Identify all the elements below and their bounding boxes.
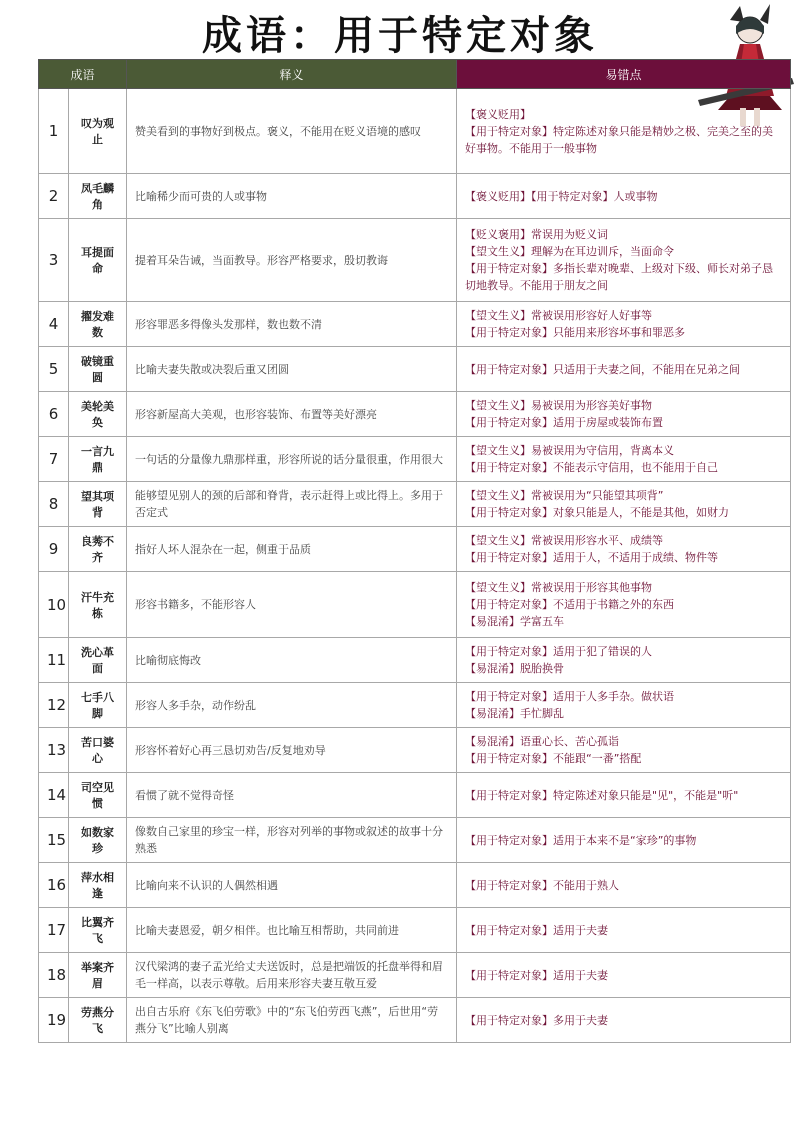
pitfall-line: 【用于特定对象】多用于夫妻: [465, 1013, 609, 1027]
row-number: 8: [39, 482, 69, 527]
idiom-cell: 如数家珍: [69, 818, 127, 863]
meaning-cell: 形容罪恶多得像头发那样，数也数不清: [127, 302, 457, 347]
table-row: [39, 953, 791, 998]
idiom-cell: 萍水相逢: [69, 863, 127, 908]
idiom-cell: 擢发难数: [69, 302, 127, 347]
header-pitfall: 易错点: [457, 60, 791, 89]
pitfall-line: 【用于特定对象】不适用于书籍之外的东西: [465, 598, 675, 611]
pitfall-cell: [457, 728, 791, 773]
row-number: 6: [39, 392, 69, 437]
row-number: 12: [39, 683, 69, 728]
table-row: [39, 89, 791, 174]
meaning-cell: 比喻彻底悔改: [127, 638, 457, 683]
pitfall-cell: [457, 89, 791, 174]
table-header-row: [39, 60, 791, 89]
table-row: [39, 998, 791, 1043]
row-number: 14: [39, 773, 69, 818]
pitfall-line: 【望文生义】易被误用为守信用，背离本义: [465, 444, 675, 457]
table-row: [39, 818, 791, 863]
table-row: [39, 638, 791, 683]
table-row: [39, 527, 791, 572]
meaning-cell: 汉代梁鸿的妻子孟光给丈夫送饭时，总是把端饭的托盘举得和眉毛一样高，以表示尊敬。后用来形容夫妻互敬互爱: [127, 953, 457, 998]
pitfall-line: 【用于特定对象】不能跟“一番”搭配: [465, 752, 642, 765]
pitfall-line: 【望文生义】常被误用形容水平、成绩等: [465, 534, 664, 547]
row-number: 17: [39, 908, 69, 953]
pitfall-line: 【用于特定对象】不能用于熟人: [465, 878, 620, 892]
pitfall-line: 【用于特定对象】适用于人多手杂。做状语: [465, 690, 675, 703]
meaning-cell: 比喻夫妻失散或决裂后重又团圆: [127, 347, 457, 392]
pitfall-cell: [457, 527, 791, 572]
meaning-cell: 指好人坏人混杂在一起，侧重于品质: [127, 527, 457, 572]
meaning-cell: 形容书籍多，不能形容人: [127, 572, 457, 638]
pitfall-line: 【用于特定对象】只能用来形容坏事和罪恶多: [465, 326, 686, 339]
meaning-cell: 形容新屋高大美观，也形容装饰、布置等美好漂亮: [127, 392, 457, 437]
pitfall-line: 【用于特定对象】适用于本来不是“家珍”的事物: [465, 833, 697, 847]
meaning-cell: 看惯了就不觉得奇怪: [127, 773, 457, 818]
table-row: [39, 908, 791, 953]
meaning-cell: 像数自己家里的珍宝一样，形容对列举的事物或叙述的故事十分熟悉: [127, 818, 457, 863]
pitfall-cell: [457, 347, 791, 392]
pitfall-cell: [457, 482, 791, 527]
table-row: [39, 482, 791, 527]
row-number: 3: [39, 219, 69, 302]
pitfall-line: 【用于特定对象】适用于犯了错误的人: [465, 645, 653, 658]
meaning-cell: 形容怀着好心再三恳切劝告/反复地劝导: [127, 728, 457, 773]
idiom-cell: 凤毛麟角: [69, 174, 127, 219]
row-number: 10: [39, 572, 69, 638]
row-number: 11: [39, 638, 69, 683]
table-row: [39, 347, 791, 392]
meaning-cell: 赞美看到的事物好到极点。褒义，不能用在贬义语境的感叹: [127, 89, 457, 174]
idiom-cell: 破镜重圆: [69, 347, 127, 392]
row-number: 2: [39, 174, 69, 219]
pitfall-line: 【望文生义】理解为在耳边训斥，当面命令: [465, 245, 675, 258]
row-number: 4: [39, 302, 69, 347]
header-meaning: 释义: [127, 60, 457, 89]
pitfall-line: 【易混淆】脱胎换骨: [465, 662, 565, 675]
row-number: 13: [39, 728, 69, 773]
meaning-cell: 比喻夫妻恩爱，朝夕相伴。也比喻互相帮助，共同前进: [127, 908, 457, 953]
row-number: 15: [39, 818, 69, 863]
row-number: 9: [39, 527, 69, 572]
pitfall-line: 【易混淆】学富五车: [465, 615, 565, 628]
pitfall-line: 【望文生义】易被误用为形容美好事物: [465, 399, 653, 412]
meaning-cell: 能够望见别人的颈的后部和脊背，表示赶得上或比得上。多用于否定式: [127, 482, 457, 527]
idiom-cell: 叹为观止: [69, 89, 127, 174]
meaning-cell: 比喻稀少而可贵的人或事物: [127, 174, 457, 219]
pitfall-line: 【易混淆】语重心长、苦心孤诣: [465, 735, 620, 748]
idiom-cell: 举案齐眉: [69, 953, 127, 998]
idiom-cell: 望其项背: [69, 482, 127, 527]
idiom-cell: 汗牛充栋: [69, 572, 127, 638]
row-number: 18: [39, 953, 69, 998]
meaning-cell: 一句话的分量像九鼎那样重，形容所说的话分量很重，作用很大: [127, 437, 457, 482]
table-row: [39, 302, 791, 347]
pitfall-cell: [457, 638, 791, 683]
pitfall-cell: [457, 683, 791, 728]
idiom-cell: 劳燕分飞: [69, 998, 127, 1043]
pitfall-cell: [457, 908, 791, 953]
meaning-cell: 形容人多手杂，动作纷乱: [127, 683, 457, 728]
idiom-cell: 一言九鼎: [69, 437, 127, 482]
idiom-cell: 司空见惯: [69, 773, 127, 818]
pitfall-cell: [457, 773, 791, 818]
meaning-cell: 出自古乐府《东飞伯劳歌》中的“东飞伯劳西飞燕”，后世用“劳燕分飞”比喻人别离: [127, 998, 457, 1043]
pitfall-line: 【褒义贬用】: [465, 107, 532, 121]
idiom-cell: 七手八脚: [69, 683, 127, 728]
idiom-cell: 苦口婆心: [69, 728, 127, 773]
row-number: 7: [39, 437, 69, 482]
page-title: 成语：用于特定对象: [202, 13, 598, 59]
pitfall-cell: [457, 437, 791, 482]
pitfall-line: 【贬义褒用】常误用为贬义词: [465, 228, 609, 241]
pitfall-line: 【用于特定对象】适用于夫妻: [465, 923, 609, 937]
pitfall-line: 【易混淆】手忙脚乱: [465, 707, 565, 720]
pitfall-cell: [457, 998, 791, 1043]
pitfall-cell: [457, 818, 791, 863]
table-row: [39, 219, 791, 302]
table-row: [39, 683, 791, 728]
header-idiom: 成语: [39, 60, 127, 89]
table-row: [39, 572, 791, 638]
pitfall-line: 【用于特定对象】不能表示守信用，也不能用于自己: [465, 461, 719, 474]
meaning-cell: 提着耳朵告诫，当面教导。形容严格要求，殷切教诲: [127, 219, 457, 302]
table-row: [39, 174, 791, 219]
pitfall-cell: [457, 219, 791, 302]
pitfall-line: 【用于特定对象】适用于人，不适用于成绩、物件等: [465, 551, 719, 564]
table-row: [39, 773, 791, 818]
idiom-cell: 美轮美奂: [69, 392, 127, 437]
row-number: 19: [39, 998, 69, 1043]
idiom-cell: 比翼齐飞: [69, 908, 127, 953]
pitfall-cell: [457, 302, 791, 347]
pitfall-cell: [457, 953, 791, 998]
pitfall-cell: [457, 863, 791, 908]
idiom-cell: 良莠不齐: [69, 527, 127, 572]
pitfall-line: 【望文生义】常被误用于形容其他事物: [465, 581, 653, 594]
table-row: [39, 437, 791, 482]
pitfall-line: 【用于特定对象】适用于房屋或装饰布置: [465, 416, 664, 429]
pitfall-cell: [457, 174, 791, 219]
pitfall-line: 【用于特定对象】特定陈述对象只能是"见"，不能是"听": [465, 788, 739, 802]
meaning-cell: 比喻向来不认识的人偶然相遇: [127, 863, 457, 908]
row-number: 1: [39, 89, 69, 174]
pitfall-cell: [457, 392, 791, 437]
table-row: [39, 863, 791, 908]
pitfall-line: 【望文生义】常被误用为“只能望其项背”: [465, 489, 664, 502]
table-row: [39, 728, 791, 773]
idiom-cell: 洗心革面: [69, 638, 127, 683]
pitfall-line: 【用于特定对象】特定陈述对象只能是精妙之极、完美之至的美好事物。不能用于一般事物: [465, 124, 774, 155]
table-row: [39, 392, 791, 437]
pitfall-line: 【用于特定对象】只适用于夫妻之间，不能用在兄弟之间: [465, 362, 741, 376]
idiom-table: [38, 59, 791, 1043]
row-number: 16: [39, 863, 69, 908]
pitfall-line: 【望文生义】常被误用形容好人好事等: [465, 309, 653, 322]
pitfall-line: 【用于特定对象】多指长辈对晚辈、上级对下级、师长对弟子恳切地教导。不能用于朋友之间: [465, 262, 774, 292]
pitfall-line: 【用于特定对象】对象只能是人，不能是其他，如财力: [465, 506, 730, 519]
row-number: 5: [39, 347, 69, 392]
idiom-cell: 耳提面命: [69, 219, 127, 302]
pitfall-line: 【褒义贬用】【用于特定对象】人或事物: [465, 189, 658, 203]
pitfall-cell: [457, 572, 791, 638]
pitfall-line: 【用于特定对象】适用于夫妻: [465, 968, 609, 982]
